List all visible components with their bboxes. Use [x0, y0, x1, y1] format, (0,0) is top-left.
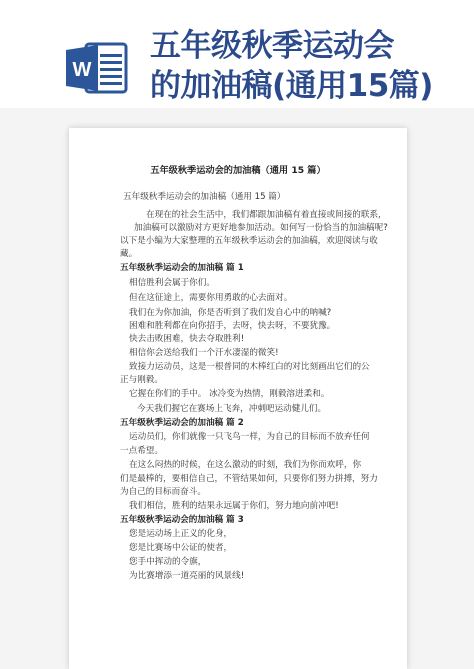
document-line: 致接力运动员，这是一根普同的木棒红白的对比刻画出它们的公	[129, 362, 370, 372]
document-line: 在这么闷热的时候，在这么激动的时刻，我们为你而欢呼，你	[129, 460, 362, 470]
document-line: 藏。	[120, 249, 138, 259]
document-line: 五年级秋季运动会的加油稿（通用 15 篇）	[123, 192, 286, 202]
document-line: 今天我们握它在赛场上飞奔，冲刺吧运动健儿们。	[137, 404, 327, 414]
section-heading: 五年级秋季运动会的加油稿 篇 3	[120, 515, 244, 525]
document-line: 在现在的社会生活中，我们都跟加油稿有着直接或间接的联系，	[146, 210, 387, 220]
section-heading: 五年级秋季运动会的加油稿 篇 1	[120, 263, 244, 273]
header-banner	[0, 0, 474, 108]
section-heading: 五年级秋季运动会的加油稿 篇 2	[120, 418, 244, 428]
logo-letter: W	[72, 59, 92, 81]
document-line: 以下是小编为大家整理的五年级秋季运动会的加油稿，欢迎阅读与收	[120, 236, 378, 246]
document-line: 快去击败困难，快去夺取胜利!	[129, 334, 245, 344]
document-line: 困难和胜利都在向你招手，去呀，快去呀，不要犹豫。	[129, 321, 336, 331]
document-line: 正与刚毅。	[120, 375, 163, 385]
page-title-line-2: 的加油稿(通用15篇)	[150, 68, 433, 104]
document-line: 您是运动场上正义的化身，	[129, 529, 233, 539]
document-line: 您是比赛场中公证的使者，	[129, 543, 233, 553]
document-line: 但在这征途上，需要你用勇敢的心去面对。	[129, 293, 293, 303]
document-line: 我们在为你加油，你是否听到了我们发自心中的呐喊?	[129, 308, 332, 318]
document-line: 您手中挥动的令旗，	[129, 557, 207, 567]
page-title-line-1: 五年级秋季运动会	[150, 28, 394, 64]
document-line: 一点希望。	[120, 446, 163, 456]
document-line: 运动员们，你们就像一只飞鸟一样，为自己的目标而不放弃任何	[129, 432, 370, 442]
document-title: 五年级秋季运动会的加油稿（通用 15 篇）	[150, 165, 326, 176]
document-line: 为自己的目标而奋斗。	[120, 487, 206, 497]
document-line: 相信你会送给我们一个汗水凄湿的微笑!	[129, 348, 279, 358]
document-line: 它握在你们的手中。 冰冷变为热情，刚毅溶进柔和。	[129, 389, 330, 399]
word-document-icon	[66, 42, 128, 94]
page-title	[150, 26, 468, 106]
document-line: 我们相信，胜利的结果永远属于你们，努力地向前冲吧!	[129, 501, 339, 511]
document-line: 们是最棒的，要相信自己，不管结果如何，只要你们努力拼搏，努力	[120, 474, 378, 484]
document-line: 加油稿可以激励对方更好地参加活动。如何写一份恰当的加油稿呢?	[134, 223, 388, 233]
document-line: 为比赛增添一道亮丽的风景线!	[129, 571, 245, 581]
document-page	[69, 128, 407, 669]
document-line: 相信胜利会属于你们。	[129, 278, 215, 288]
